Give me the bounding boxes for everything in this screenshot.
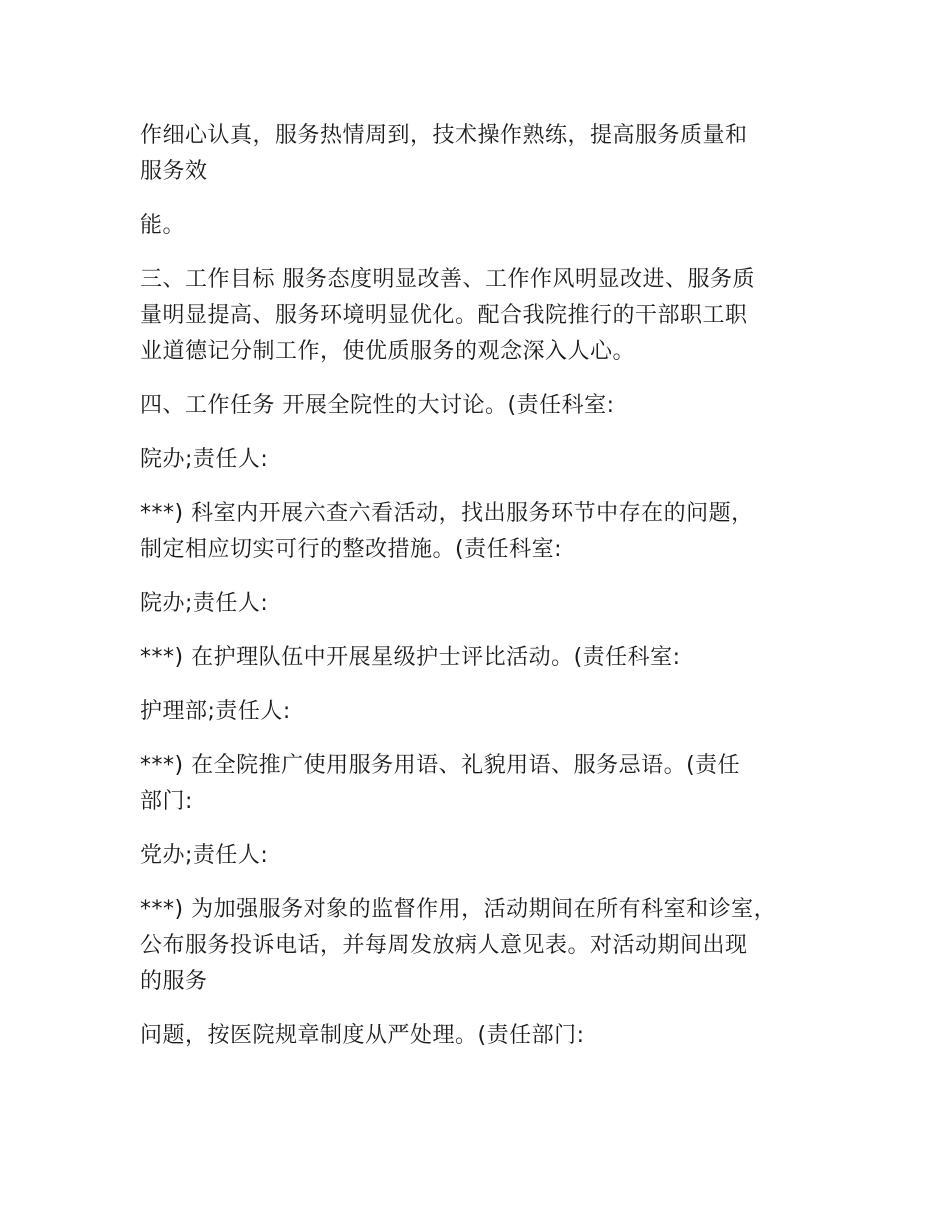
paragraph <box>140 118 830 190</box>
paragraph <box>140 442 830 478</box>
text-line: 护理部;责任人: <box>140 699 291 724</box>
paragraph <box>140 838 830 874</box>
text-line: 作细心认真，服务热情周到，技术操作熟练，提高服务质量和 <box>140 123 748 148</box>
paragraph <box>140 1018 830 1054</box>
text-line: 党办;责任人: <box>140 843 269 868</box>
text-line: ***) 在全院推广使用服务用语、礼貌用语、服务忌语。(责任 <box>140 753 741 778</box>
text-line: 业道德记分制工作，使优质服务的观念深入人心。 <box>140 339 636 364</box>
paragraph <box>140 586 830 622</box>
text-line: 四、工作任务 开展全院性的大讨论。(责任科室: <box>140 393 615 418</box>
text-line: 院办;责任人: <box>140 447 269 472</box>
document-body <box>140 118 830 1072</box>
text-line: 的服务 <box>140 969 208 994</box>
paragraph <box>140 694 830 730</box>
text-line: 量明显提高、服务环境明显优化。配合我院推行的干部职工职 <box>140 303 748 328</box>
paragraph <box>140 640 830 676</box>
text-line: 部门: <box>140 789 193 814</box>
text-line: 能。 <box>140 213 186 238</box>
paragraph <box>140 208 830 244</box>
text-line: ***) 在护理队伍中开展星级护士评比活动。(责任科室: <box>140 645 681 670</box>
paragraph <box>140 892 830 1000</box>
paragraph <box>140 262 830 370</box>
text-line: ***) 科室内开展六查六看活动，找出服务环节中存在的问题， <box>140 501 754 526</box>
text-line: 服务效 <box>140 159 208 184</box>
text-line: ***) 为加强服务对象的监督作用，活动期间在所有科室和诊室， <box>140 897 777 922</box>
text-line: 公布服务投诉电话，并每周发放病人意见表。对活动期间出现 <box>140 933 748 958</box>
paragraph <box>140 496 830 568</box>
text-line: 院办;责任人: <box>140 591 269 616</box>
text-line: 制定相应切实可行的整改措施。(责任科室: <box>140 537 562 562</box>
paragraph <box>140 388 830 424</box>
text-line: 三、工作目标 服务态度明显改善、工作作风明显改进、服务质 <box>140 267 755 292</box>
paragraph <box>140 748 830 820</box>
text-line: 问题，按医院规章制度从严处理。(责任部门: <box>140 1023 585 1048</box>
